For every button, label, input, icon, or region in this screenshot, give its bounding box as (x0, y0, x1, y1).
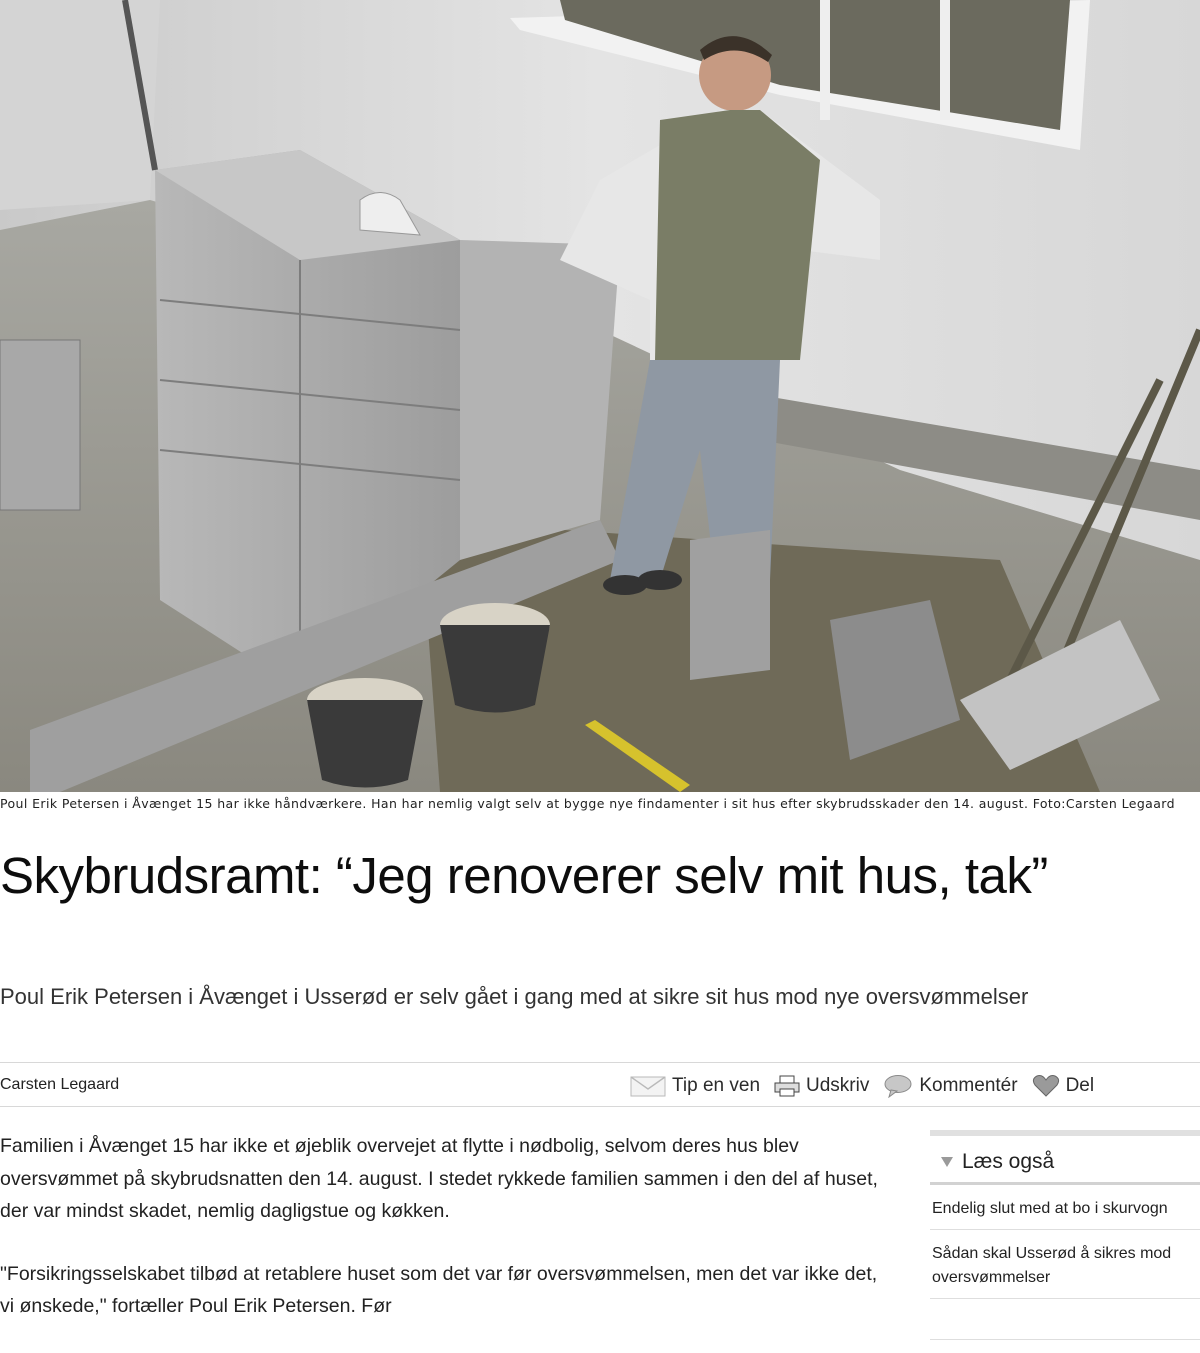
related-articles-box (930, 1130, 1200, 1349)
print-button[interactable] (774, 1075, 869, 1097)
envelope-icon (630, 1075, 666, 1097)
share-label: Del (1065, 1075, 1095, 1096)
comment-button[interactable] (883, 1074, 1017, 1098)
print-label: Udskriv (806, 1075, 870, 1096)
article-body (0, 1130, 890, 1353)
heart-icon (1032, 1074, 1060, 1098)
photo-caption: Poul Erik Petersen i Åvænget 15 har ikke håndværkere. Han har nemlig valgt selv at bygge nye findamenter i sit hus efter skybrudsskader den 14. august. Foto:Carsten Legaard (0, 796, 1175, 811)
article-paragraph: Familien i Åvænget 15 har ikke et øjeblik overvejet at flytte i nødbolig, selvom deres hus blev oversvømmet på skybrudsnatten den 14. august. I stedet rykkede familien sammen i den del af huset, der var mindst skadet, nemlig dagligstue og køkken. (0, 1135, 878, 1222)
article-headline: Skybrudsramt: “Jeg renoverer selv mit hus, tak” (0, 847, 1048, 904)
share-button[interactable] (1032, 1074, 1095, 1098)
comment-label: Kommentér (919, 1075, 1018, 1096)
article-subheadline: Poul Erik Petersen i Åvænget i Usserød er selv gået i gang med at sikre sit hus mod nye oversvømmelser (0, 984, 1029, 1009)
related-articles-title: Læs også (962, 1150, 1055, 1173)
triangle-down-icon (940, 1150, 954, 1174)
tip-friend-label: Tip en ven (672, 1075, 761, 1096)
divider (0, 1106, 1200, 1107)
divider (0, 1062, 1200, 1063)
article-toolbar (630, 1070, 1200, 1102)
tip-friend-button[interactable] (630, 1075, 760, 1097)
speech-bubble-icon (883, 1074, 913, 1098)
related-article-link[interactable]: Endelig slut med at bo i skurvogn (930, 1185, 1200, 1230)
related-article-link-partial[interactable] (930, 1299, 1200, 1340)
byline[interactable]: Carsten Legaard (0, 1076, 120, 1093)
related-articles-header[interactable] (930, 1136, 1200, 1185)
printer-icon (774, 1075, 800, 1097)
related-article-link[interactable]: Sådan skal Usserød å sikres mod oversvømmelser (930, 1230, 1200, 1299)
article-paragraph: "Forsikringsselskabet tilbød at retablere huset som det var før oversvømmelsen, men det var ikke det, vi ønskede," fortæller Poul Erik Petersen. Før (0, 1262, 878, 1317)
